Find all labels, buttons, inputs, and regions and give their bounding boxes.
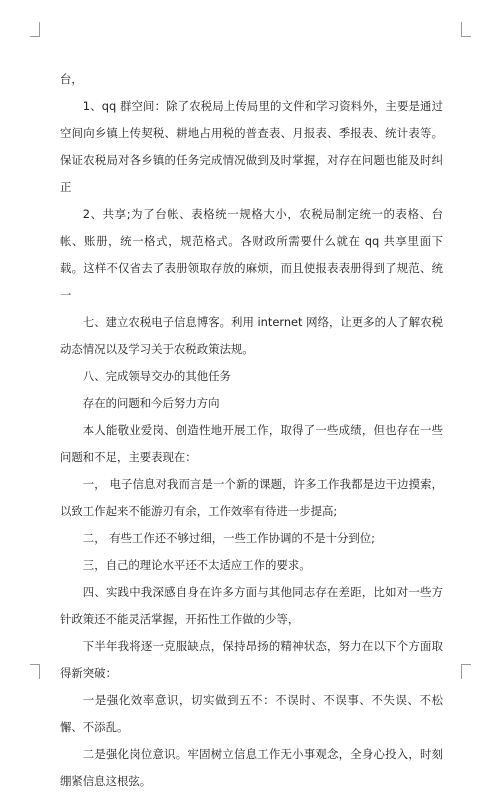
paragraph-point-four: 四、实践中我深感自身在许多方面与其他同志存在差距，比如对一些方针政策还不能灵活掌握，开拓性工作做的少等， <box>60 585 443 626</box>
paragraph-point-one: 一， 电子信息对我而言是一个新的课题，许多工作我都是边干边摸索，以致工作起来不能游刃有余，工作效率有待进一步提高; <box>60 477 443 518</box>
paragraph-sharing: 2、共享;为了台帐、表格统一规格大小，农税局制定统一的表格、台帐、账册，统一格式，规范格式。各财政所需要什么就在 qq 共享里面下载。这样不仅省去了表册领取存放的麻烦，而且使报表表册得到了规范、统一 <box>60 207 443 302</box>
paragraph-point-three: 三，自己的理论水平还不太适应工作的要求。 <box>82 558 311 572</box>
document-body <box>60 66 443 795</box>
paragraph-post-awareness: 二是强化岗位意识。牢固树立信息工作无小事观念，全身心投入，时刻绷紧信息这根弦。 <box>60 747 443 788</box>
crop-mark-bottom-right <box>461 664 471 679</box>
paragraph-point-two: 二， 有些工作还不够过细，一些工作协调的不是十分到位; <box>82 531 376 545</box>
paragraph-qq-space: 1、qq 群空间：除了农税局上传局里的文件和学习资料外，主要是通过空间向乡镇上传契税、耕地占用税的普查表、月报表、季报表、统计表等。保证农税局对各乡镇的任务完成情况做到及时掌握，对存在问题也能及时纠正 <box>60 99 443 194</box>
crop-mark-top-left <box>30 22 40 37</box>
paragraph-efficiency: 一是强化效率意识，切实做到五不：不误时、不误事、不失误、不松懈、不添乱。 <box>60 693 443 734</box>
paragraph-problems-heading: 存在的问题和今后努力方向 <box>82 396 220 410</box>
paragraph-other-tasks: 八、完成领导交办的其他任务 <box>82 369 231 383</box>
paragraph-summary: 本人能敬业爱岗、创造性地开展工作，取得了一些成绩，但也存在一些问题和不足，主要表现在： <box>60 423 443 464</box>
paragraph-blog: 七、建立农税电子信息博客。利用 internet 网络，让更多的人了解农税动态情况以及学习关于农税政策法规。 <box>60 315 443 356</box>
paragraph-continuation: 台， <box>60 72 83 86</box>
crop-mark-bottom-left <box>30 664 40 679</box>
crop-mark-top-right <box>461 22 471 37</box>
paragraph-plan: 下半年我将逐一克服缺点，保持昂扬的精神状态，努力在以下个方面取得新突破： <box>60 639 443 680</box>
